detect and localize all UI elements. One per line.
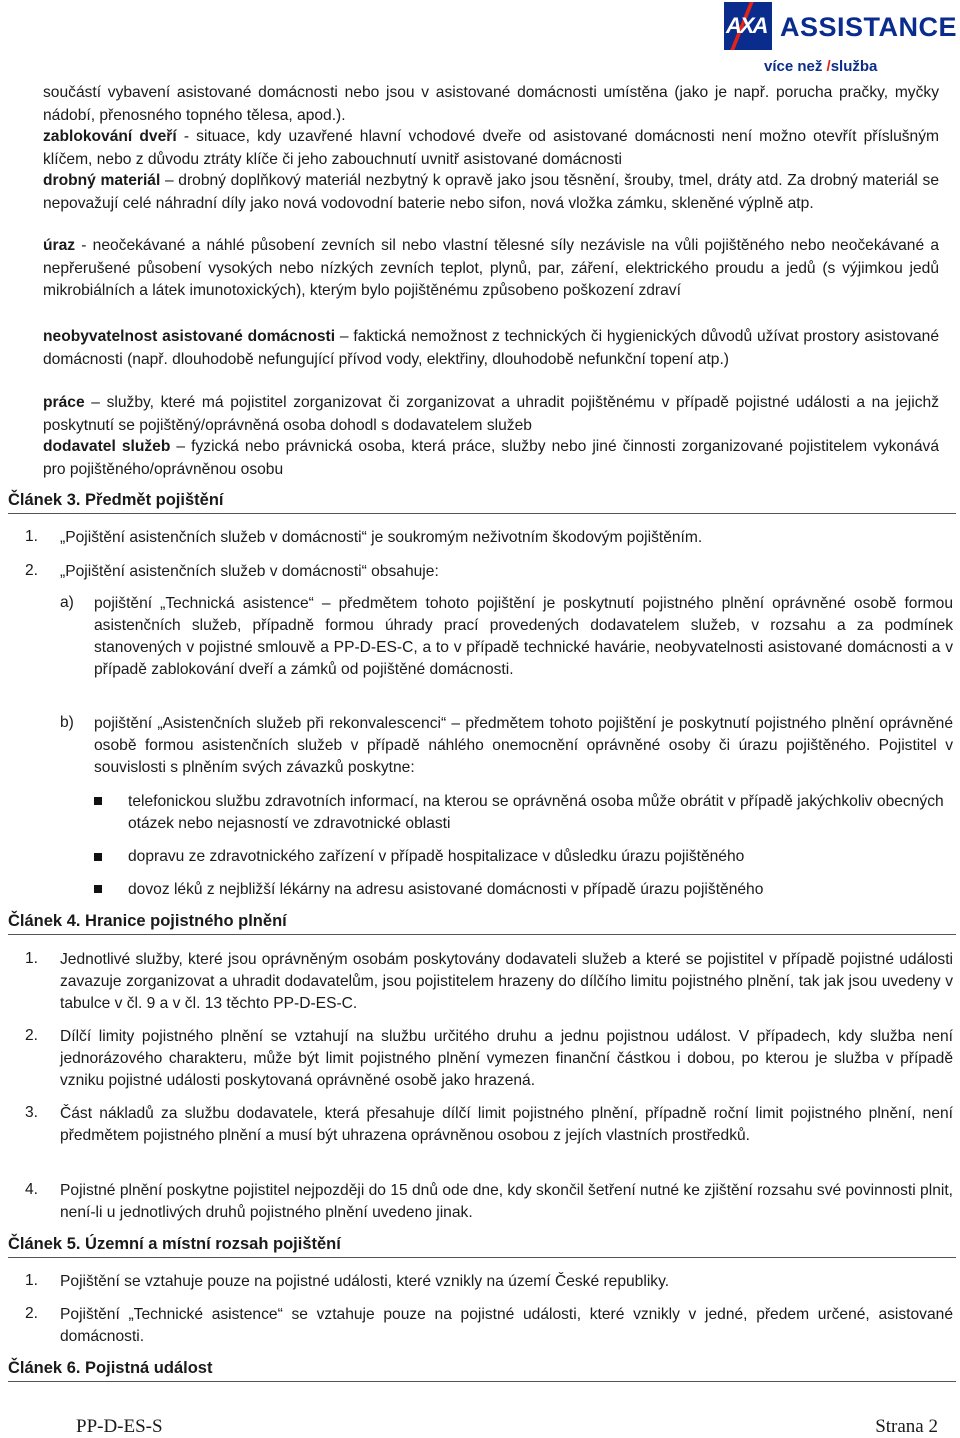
- art3-item-2: „Pojištění asistenčních služeb v domácnosti“ obsahuje:: [60, 563, 439, 580]
- art3-bullet-2: dopravu ze zdravotnického zařízení v případě hospitalizace v důsledku úrazu pojištěného: [128, 848, 745, 865]
- definition-prace: práce – služby, které má pojistitel zorganizovat či zorganizovat a uhradit pojištěnému v případě pojistné události a na jejichž poskytnutí se pojištěný/oprávněná osoba dohodl s dodavatelem služeb: [43, 394, 939, 434]
- art3-item-1-number: 1.: [25, 528, 39, 545]
- logo-name: ASSISTANCE: [780, 12, 958, 42]
- article-6-heading: Článek 6. Pojistná událost: [8, 1359, 956, 1382]
- definition-dodavatel: dodavatel služeb – fyzická nebo právnická osoba, která práce, služby nebo jiné činnosti zorganizované pojistitelem vykonává pro pojištěného/oprávněnou osobu: [43, 438, 939, 478]
- axa-assistance-logo: [724, 2, 958, 78]
- art3-item-2-number: 2.: [25, 562, 39, 579]
- definition-drobny-material: drobný materiál – drobný doplňkový materiál nezbytný k opravě jako jsou těsnění, šrouby, tmel, dráty atd. Za drobný materiál se nepovažují celé náhradní díly jako nová vodovodní baterie nebo sifon, nová vložka zámku, skleněné výplně atp.: [43, 172, 940, 212]
- bullet-icon: [94, 797, 102, 805]
- logo-tagline: více než /služba: [764, 58, 878, 75]
- bullet-icon: [94, 853, 102, 861]
- art3-sub-a-label: a): [60, 594, 74, 611]
- art4-item-3-number: 3.: [25, 1104, 39, 1121]
- art4-item-2: Dílčí limity pojistného plnění se vztahují na službu určitého druhu a jednu pojistnou událost. V případech, kdy služba není jednorázového charakteru, může být limit pojistného plnění vymezen finanční částkou i dobou, po kterou je služba v případě vzniku pojistné události poskytovaná oprávněné osobě jako hrazená.: [60, 1028, 953, 1089]
- bullet-icon: [94, 885, 102, 893]
- art4-item-4: Pojistné plnění poskytne pojistitel nejpozději do 15 dnů ode dne, kdy skončil šetření nutné ke zjištění rozsahu své povinnosti plnit, není-li u jednotlivých druhů pojistného plnění uvedeno jinak.: [60, 1182, 953, 1221]
- axa-logo-icon: [724, 2, 772, 50]
- article-3-heading: Článek 3. Předmět pojištění: [8, 491, 956, 514]
- art5-item-1: Pojištění se vztahuje pouze na pojistné události, které vznikly na území České republiky.: [60, 1273, 670, 1290]
- art4-item-1-number: 1.: [25, 950, 39, 967]
- art4-item-2-number: 2.: [25, 1027, 39, 1044]
- definition-zablokovani: zablokování dveří - situace, kdy uzavřené hlavní vchodové dveře od asistované domácnosti není možno otevřít příslušným klíčem, nebo z důvodu ztráty klíče či jeho zabouchnutí uvnitř asistované domácnosti: [43, 128, 940, 168]
- definition-neobyvatelnost: neobyvatelnost asistované domácnosti – faktická nemožnost z technických či hygienických důvodů užívat prostory asistované domácnosti (např. dlouhodobě nefungující přívod vody, elektřiny, dlouhodobě nefunkční topení atp.): [43, 328, 939, 368]
- definition-uraz: úraz - neočekávané a náhlé působení zevních sil nebo vlastní tělesné síly nezávisle na vůli pojištěného nebo neočekávané a nepřerušené působení vysokých nebo nízkých zevních teplot, plynů, par, záření, elektrického proudu a jedů (s výjimkou jedů mikrobiálních a látek imunotoxických), kterým bylo pojištěnému způsobeno poškození zdraví: [43, 237, 939, 300]
- art3-sub-a: pojištění „Technická asistence“ – předmětem tohoto pojištění je poskytnutí pojistného plnění oprávněné osobě formou asistenčních služeb, případně formou úhrady prací provedených dodavatelem služeb, v rozsahu a za podmínek stanovených v pojistné smlouvě a PP-D-ES-C, a to v případě technické havárie, neobyvatelnosti asistované domácnosti a v případě zablokování dveří a zámků od pojištěné domácnosti.: [94, 595, 953, 678]
- definition-continuation: součástí vybavení asistované domácnosti nebo jsou v asistované domácnosti umístěna (jako je např. porucha pračky, myčky nádobí, přenosného topného tělesa, apod.).: [43, 84, 939, 124]
- article-5-heading: Článek 5. Územní a místní rozsah pojištění: [8, 1235, 956, 1258]
- article-4-heading: Článek 4. Hranice pojistného plnění: [8, 912, 956, 935]
- art4-item-3: Část nákladů za službu dodavatele, která přesahuje dílčí limit pojistného plnění, případně roční limit pojistného plnění, není předmětem pojistného plnění a musí být uhrazena oprávněnou osobou z jejích vlastních prostředků.: [60, 1105, 953, 1144]
- art4-item-1: Jednotlivé služby, které jsou oprávněným osobám poskytovány dodavateli služeb a které se pojistitel v případě pojistné události zavazuje zorganizovat a uhradit dodavatelům, jsou pojistitelem hrazeny do dílčího limitu pojistného plnění, tak jak jsou uvedeny v tabulce v čl. 9 a v čl. 13 těchto PP-D-ES-C.: [60, 951, 953, 1012]
- art3-sub-b-label: b): [60, 714, 74, 731]
- art4-item-4-number: 4.: [25, 1181, 39, 1198]
- footer-page-number: Strana 2: [875, 1416, 938, 1437]
- art3-item-1: „Pojištění asistenčních služeb v domácnosti“ je soukromým neživotním škodovým pojištěním.: [60, 529, 703, 546]
- art3-bullet-3: dovoz léků z nejbližší lékárny na adresu asistované domácnosti v případě úrazu pojištěného: [128, 881, 764, 898]
- art5-item-1-number: 1.: [25, 1272, 39, 1289]
- art3-sub-b: pojištění „Asistenčních služeb při rekonvalescenci“ – předmětem tohoto pojištění je poskytnutí pojistného plnění oprávněné osobě formou asistenčních služeb v případě náhlého onemocnění oprávněné osoby či úrazu pojištěného. Pojistitel v souvislosti s plněním svých závazků poskytne:: [94, 715, 953, 776]
- footer-document-code: PP-D-ES-S: [76, 1416, 163, 1437]
- axa-brand: AXA: [726, 13, 767, 38]
- art5-item-2-number: 2.: [25, 1305, 39, 1322]
- art5-item-2: Pojištění „Technické asistence“ se vztahuje pouze na pojistné události, které vznikly v jedné, předem určené, asistované domácnosti.: [60, 1306, 953, 1345]
- art3-bullet-1: telefonickou službu zdravotních informací, na kterou se oprávněná osoba může obrátit v případě jakýchkoliv obecných otázek nebo nejasností ve zdravotnické oblasti: [128, 793, 944, 832]
